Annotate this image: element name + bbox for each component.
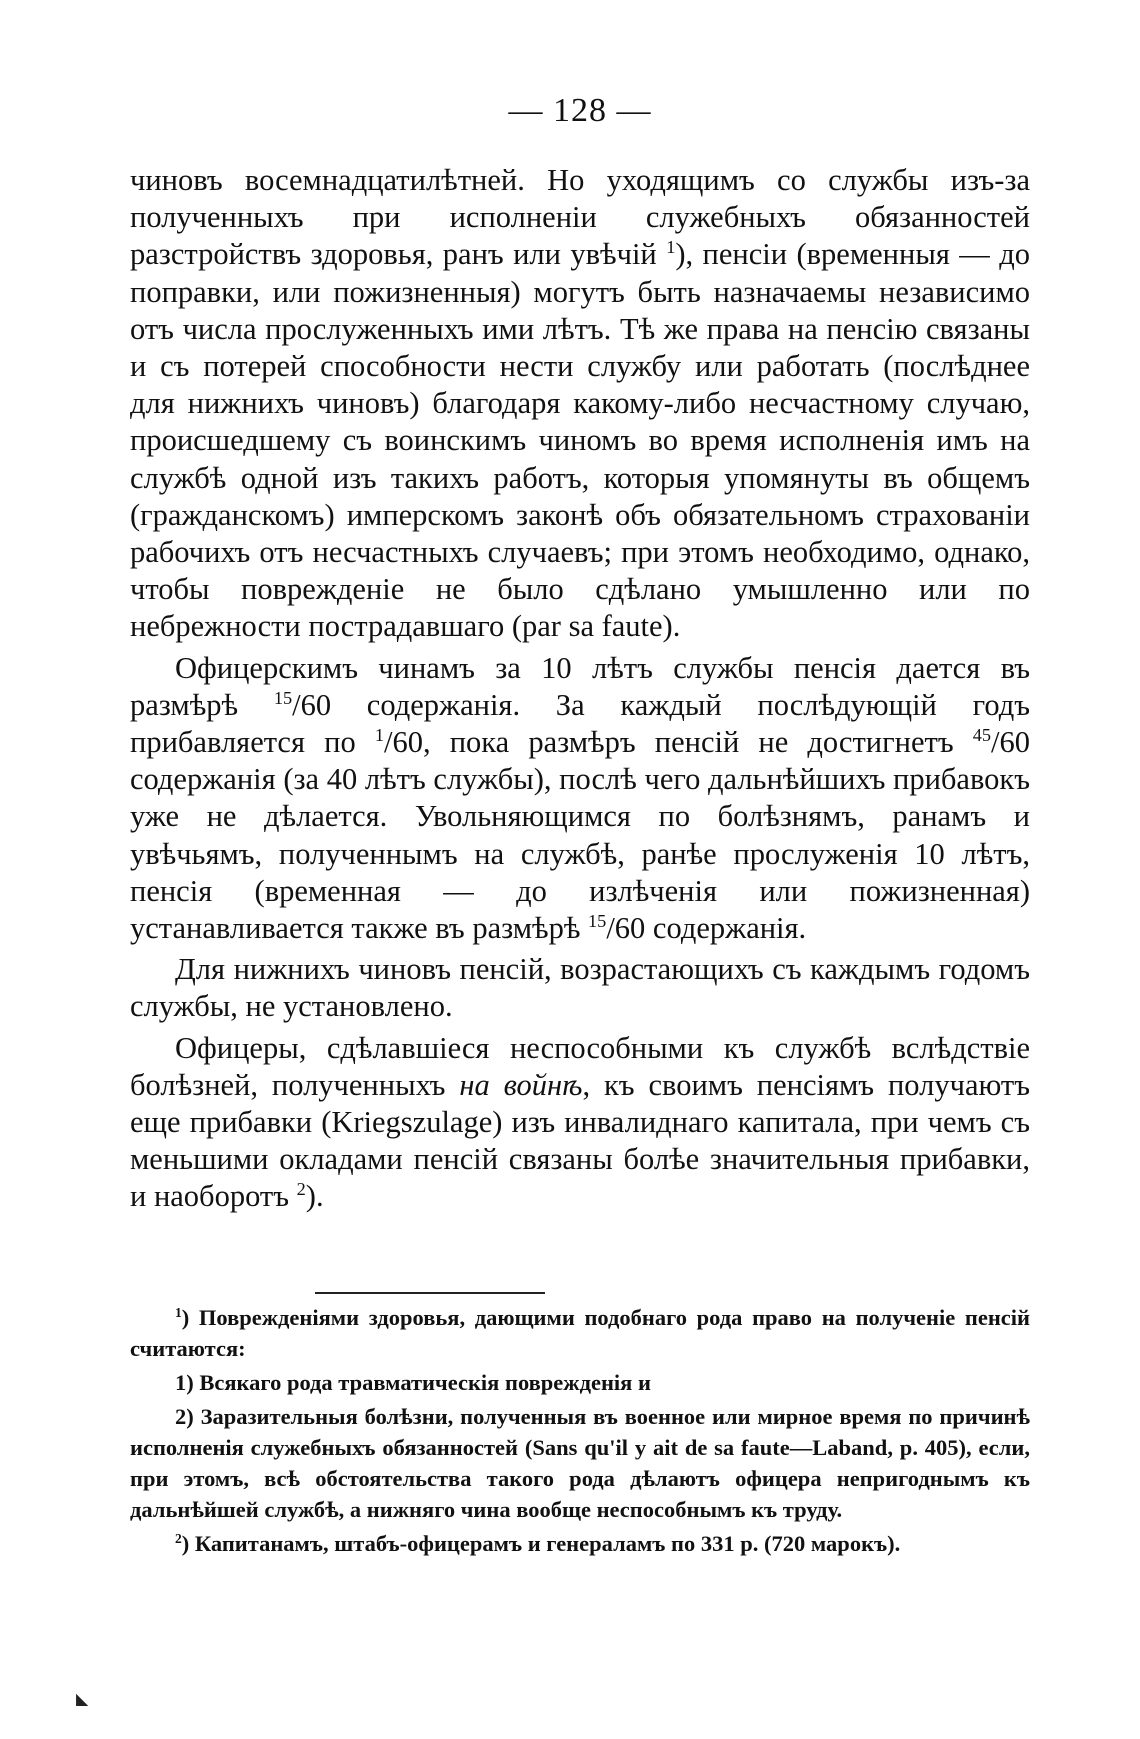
scan-corner-mark-icon: ◣ [76, 1691, 89, 1708]
footnote-ref-2: 2 [296, 1179, 306, 1200]
fraction-numerator-1: 15 [273, 687, 293, 708]
paragraph-3: Для нижнихъ чиновъ пенсій, возрастающихъ съ каждымъ годомъ службы, не установлено. [130, 952, 1030, 1024]
paragraph-4-text-c: ). [305, 1179, 324, 1214]
paragraph-1 [130, 162, 1030, 646]
paragraph-1-text-a: чиновъ восемнадцатилѣтней. Но уходящимъ со службы изъ-за полученныхъ при исполненіи служебныхъ обязанностей разстройствъ здоровья, ранъ или увѣчій [130, 163, 1030, 272]
footnote-1-item-2: 2) Заразительныя болѣзни, полученныя въ военное или мирное время по причинѣ исполненія служебныхъ обязанностей (Sans qu'il y ait de sa faute—Laband, p. 405), если, при этомъ, всѣ обстоятельства такого рода дѣлаютъ офицера непригоднымъ къ дальнѣйшей службѣ, а нижняго чина вообще неспособнымъ къ труду. [130, 1404, 1030, 1522]
footnote-ref-1: 1 [666, 237, 676, 258]
paragraph-2 [130, 650, 1030, 948]
footnote-1 [130, 1302, 1030, 1364]
paragraph-2-text-c: /60, пока размѣръ пенсій не достигнетъ [384, 725, 973, 760]
main-text [130, 162, 1030, 1220]
paragraph-2-text-a: Офицерскимъ чинамъ за 10 лѣтъ службы пенсія дается въ размѣрѣ [130, 650, 1030, 722]
paragraph-4-text-a: Офицеры, сдѣлавшіеся неспособными къ службѣ вслѣдствіе болѣзней, полученныхъ [130, 1030, 1030, 1102]
page-number: — 128 — [508, 92, 652, 129]
paragraph-2-text-d: /60 содержанія (за 40 лѣтъ службы), послѣ чего дальнѣйшихъ прибавокъ уже не дѣлается. Увольняющимся по болѣзнямъ, ранамъ и увѣчьямъ, полученнымъ на службѣ, ранѣе прослуженія 10 лѣтъ, пенсія (временная — до излѣченія или пожизненная) устанавливается также въ размѣрѣ [130, 725, 1030, 946]
paragraph-2-text-b: /60 содержанія. За каждый послѣдующій годъ прибавляется по [130, 687, 1031, 760]
book-page [130, 0, 1030, 1739]
fraction-numerator-3: 45 [972, 725, 992, 746]
footnote-2-text: ) Капитанамъ, штабъ-офицерамъ и генераламъ по 331 р. (720 марокъ). [181, 1531, 901, 1556]
footnote-2-mark: 2 [175, 1530, 182, 1546]
paragraph-1-text-b: ), пенсіи (временныя — до поправки, или пожизненныя) могутъ быть назначаемы независимо отъ числа прослуженныхъ ими лѣтъ. Тѣ же права на пенсію связаны и съ потерей способности нести службу или работать (послѣднее для нижнихъ чиновъ) благодаря какому-либо несчастному случаю, происшедшему съ воинскимъ чиномъ во время исполненія имъ на службѣ одной изъ такихъ работъ, которыя упомянуты въ общемъ (гражданскомъ) имперскомъ законѣ объ обязательномъ страхованіи рабочихъ отъ несчастныхъ случаевъ; при этомъ необходимо, однако, чтобы поврежденіе не было сдѣлано умышленно или по небрежности пострадавшаго (par sa faute). [130, 237, 1030, 644]
paragraph-2-text-e: /60 содержанія. [606, 911, 807, 946]
paragraph-4-text-b: , къ своимъ пенсіямъ получаютъ еще прибавки (Kriegszulage) изъ инвалиднаго капитала, при чемъ съ меньшими окладами пенсій связаны болѣе значительныя прибавки, и наоборотъ [130, 1067, 1030, 1214]
footnote-1-item-1: 1) Всякаго рода травматическія поврежденія и [175, 1370, 651, 1395]
footnote-1-mark: 1 [175, 1304, 182, 1320]
paragraph-4 [130, 1030, 1030, 1216]
footnote-divider [315, 1292, 545, 1294]
paragraph-4-italic: на войнѣ [459, 1067, 583, 1102]
footnote-1-text: ) Поврежденіями здоровья, дающими подобнаго рода право на полученіе пенсій считаются: [130, 1305, 1030, 1361]
fraction-numerator-2: 1 [374, 725, 384, 746]
fraction-numerator-4: 15 [588, 911, 607, 932]
footnotes [130, 1302, 1030, 1562]
footnote-2 [130, 1528, 1030, 1559]
